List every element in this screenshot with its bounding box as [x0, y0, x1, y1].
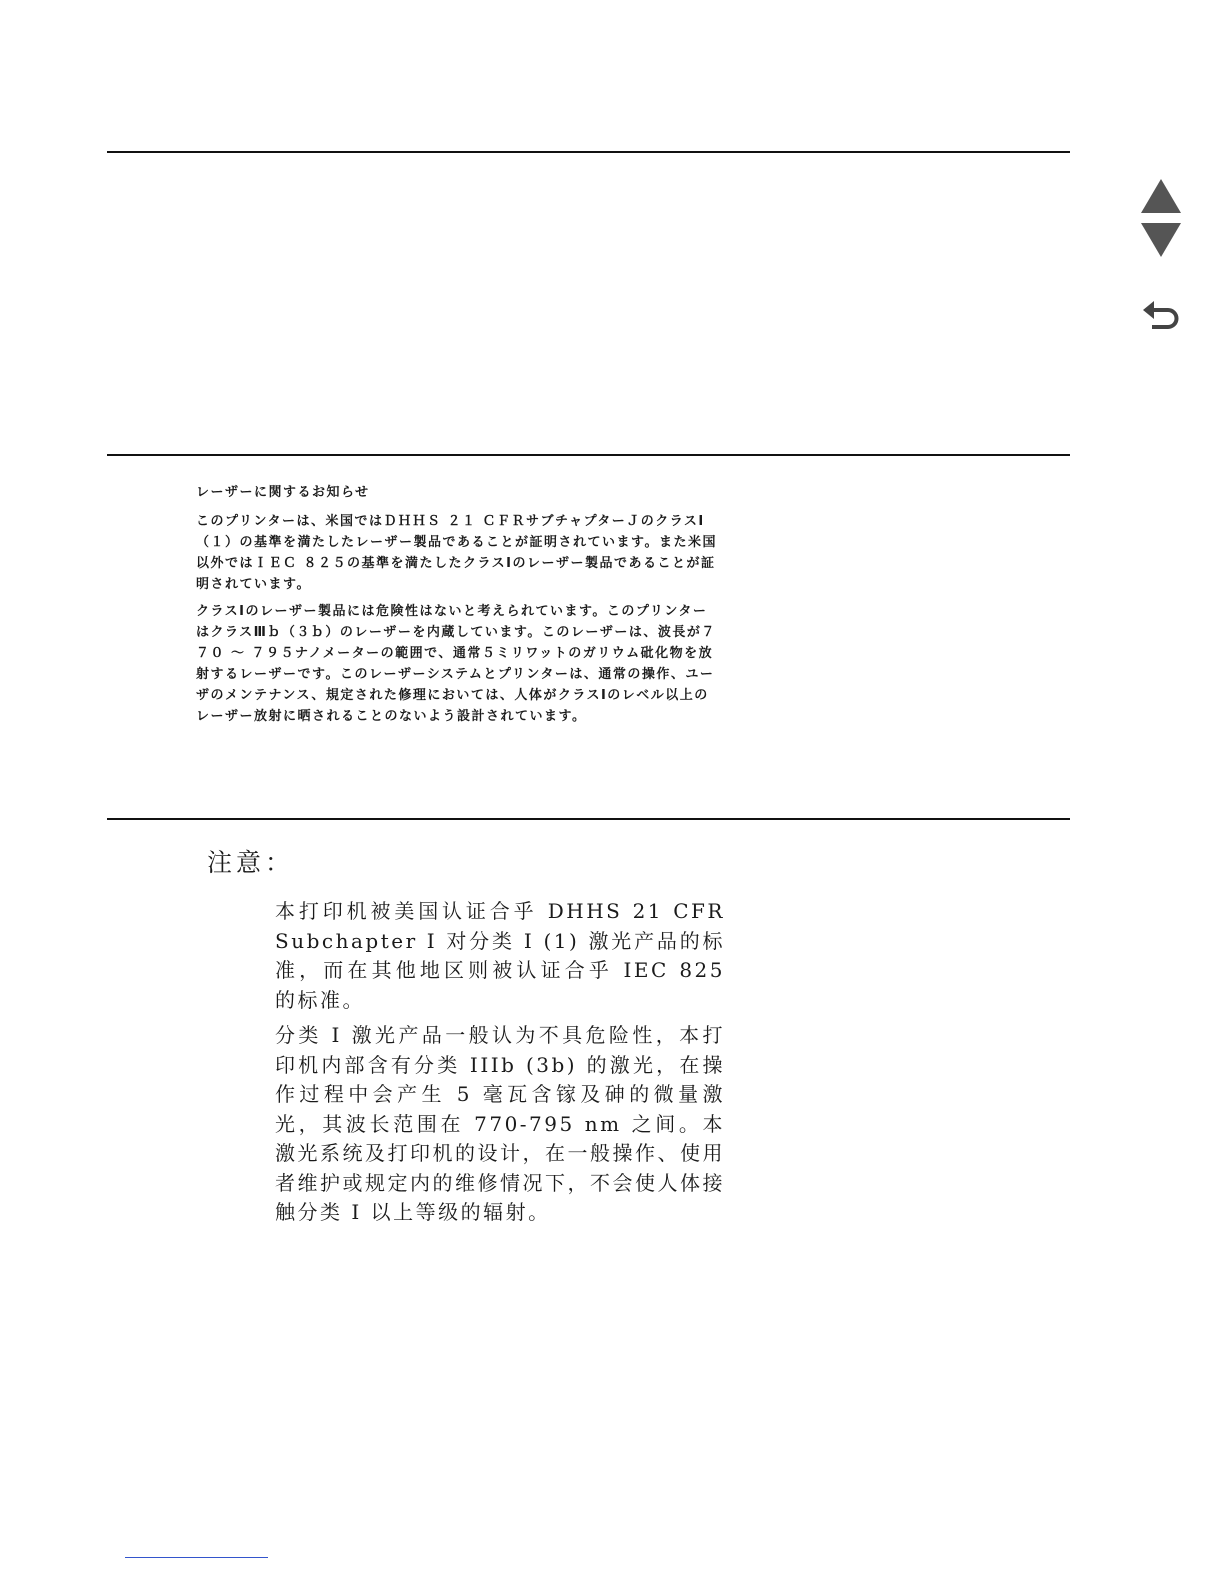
chinese-notice-paragraph: 分类 I 激光产品一般认为不具危险性，本打印机内部含有分类 IIIb (3b) 的激光，在操作过程中会产生 5 毫瓦含镓及砷的微量激光，其波长范围在 770-795 nm 之间。本激光系统及打印机的设计，在一般操作、使用者维护或规定内的维修情况下，不会使人体接触分类 I 以上等级的辐射。 [275, 1023, 725, 1224]
next-page-icon[interactable] [1138, 221, 1184, 259]
top-divider [107, 151, 1070, 153]
chinese-notice-title: 注意： [207, 848, 295, 877]
footer-link-underline[interactable] [125, 1557, 268, 1558]
chinese-notice-paragraph: 本打印机被美国认证合乎 DHHS 21 CFR Subchapter I 对分类 I (1) 激光产品的标准，而在其他地区则被认证合乎 IEC 825 的标准。 [275, 899, 725, 1012]
middle-divider [107, 454, 1070, 456]
lower-divider [107, 818, 1070, 820]
japanese-notice-paragraph: このプリンターは、米国ではＤＨＨＳ ２１ ＣＦＲサブチャプターＪのクラスⅠ（１）の基準を満たしたレーザー製品であることが証明されています。また米国以外ではＩＥＣ ８２５の基準を満たしたクラスⅠのレーザー製品であることが証明されています。 [196, 514, 717, 592]
japanese-laser-notice [196, 482, 721, 733]
japanese-notice-title: レーザーに関するお知らせ [196, 485, 370, 500]
previous-page-icon[interactable] [1138, 177, 1184, 215]
back-icon[interactable] [1138, 296, 1184, 334]
chinese-laser-notice [275, 897, 725, 1234]
japanese-notice-paragraph: クラスⅠのレーザー製品には危険性はないと考えられています。このプリンターはクラスⅢｂ（３ｂ）のレーザーを内蔵しています。このレーザーは、波長が７７０ ～ ７９５ナノメーターの範囲で、通常５ミリワットのガリウム砒化物を放射するレーザーです。このレーザーシステムとプリンターは、通常の操作、ユーザのメンテナンス、規定された修理においては、人体がクラスⅠのレベル以上のレーザー放射に晒されることのないよう設計されています。 [196, 604, 716, 724]
